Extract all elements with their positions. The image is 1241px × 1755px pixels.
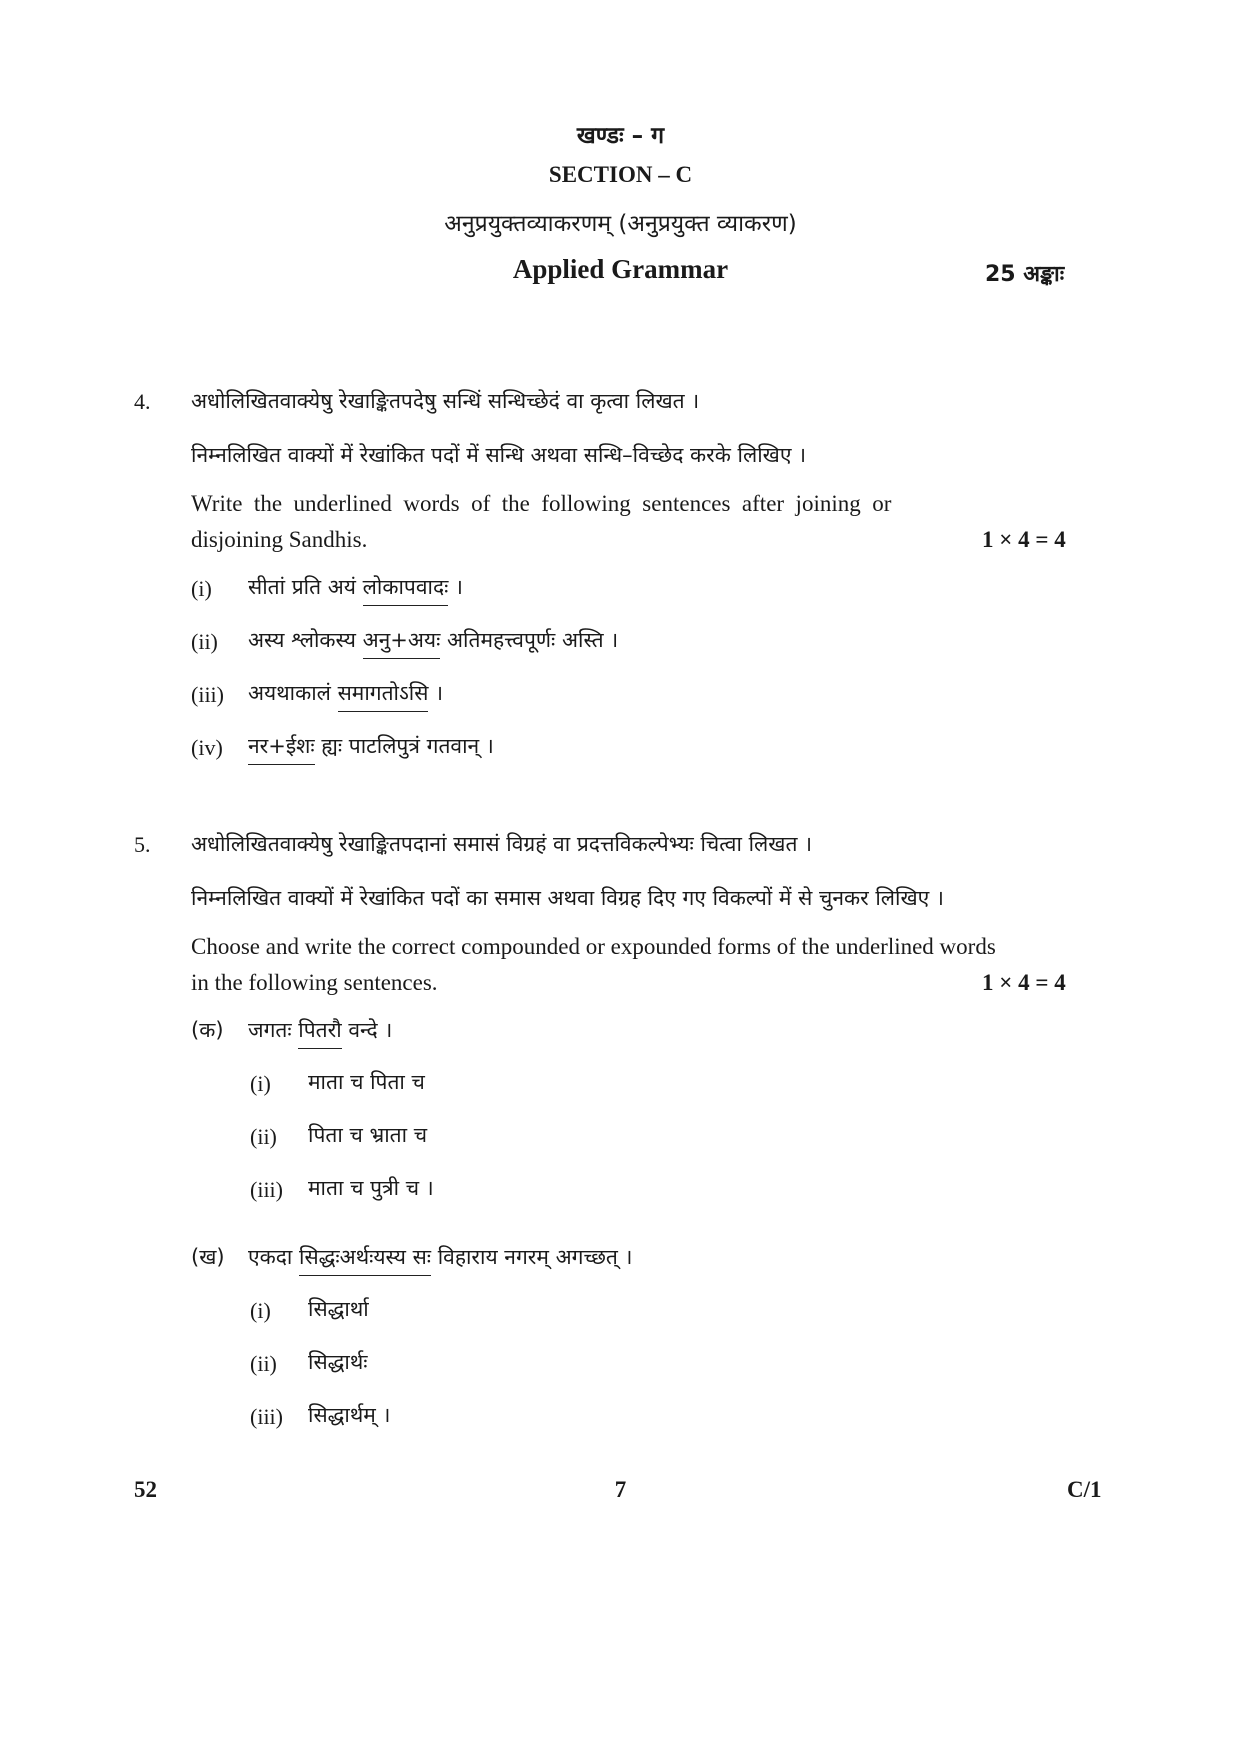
underlined-word: सिद्धःअर्थःयस्य सः (299, 1245, 431, 1276)
option-label: (iii) (250, 1177, 283, 1202)
footer-set: C/1 (1067, 1477, 1102, 1502)
option-text: सिद्धार्थम् । (308, 1403, 391, 1427)
q4-instruction-english-line1: Write the underlined words of the following sentences after joining or (191, 491, 892, 516)
option-text: माता च पिता च (308, 1070, 425, 1094)
q5-instruction-hindi: निम्नलिखित वाक्यों में रेखांकित पदों का समास अथवा विग्रह दिए गए विकल्पों में से चुनकर लिखिए । (191, 886, 944, 910)
option-label: (iii) (250, 1404, 283, 1429)
section-subtitle: अनुप्रयुक्तव्याकरणम् (अनुप्रयुक्त व्याकरण) (444, 211, 797, 237)
q4-marks: 1 × 4 = 4 (982, 527, 1066, 552)
sentence-text: अतिमहत्त्वपूर्णः अस्ति । (440, 628, 619, 652)
q4-instruction-sanskrit: अधोलिखितवाक्येषु रेखाङ्कितपदेषु सन्धिं सन्धिच्छेदं वा कृत्वा लिखत । (191, 389, 700, 413)
sentence-text: । (448, 575, 463, 599)
section-heading: SECTION – C (548, 162, 693, 187)
q4-instruction-hindi: निम्नलिखित वाक्यों में रेखांकित पदों में सन्धि अथवा सन्धि–विच्छेद करके लिखिए । (191, 443, 807, 467)
option-label: (ii) (250, 1124, 277, 1149)
footer-code: 52 (134, 1477, 157, 1502)
option-label: (ii) (250, 1351, 277, 1376)
question-number-5: 5. (134, 832, 151, 857)
item-label: (ii) (191, 629, 218, 654)
item-label: (i) (191, 576, 212, 601)
underlined-word: लोकापवादः (363, 575, 449, 606)
option-text: माता च पुत्री च । (308, 1176, 434, 1200)
khand-heading: खण्डः – ग (576, 123, 665, 149)
option-text: पिता च भ्राता च (308, 1123, 428, 1147)
page-number: 7 (614, 1477, 627, 1502)
subquestion-label: (ख) (191, 1245, 225, 1269)
sentence-text: अस्य श्लोकस्य (248, 628, 363, 652)
q4-instruction-english-line2: disjoining Sandhis. (191, 527, 368, 552)
sentence-text: एकदा (248, 1245, 300, 1269)
underlined-word: नर+ईशः (248, 734, 315, 765)
q5-instruction-sanskrit: अधोलिखितवाक्येषु रेखाङ्कितपदानां समासं विग्रहं वा प्रदत्तविकल्पेभ्यः चित्वा लिखत । (191, 832, 813, 856)
sentence-text: ह्यः पाटलिपुत्रं गतवान् । (314, 734, 494, 758)
sentence-text: । (428, 681, 444, 705)
item-label: (iii) (191, 682, 224, 707)
option-text: सिद्धार्था (308, 1297, 369, 1321)
sentence-text: अयथाकालं (248, 681, 338, 705)
option-label: (i) (250, 1298, 271, 1323)
underlined-word: पितरौ (298, 1018, 341, 1049)
q5-instruction-english-line1: Choose and write the correct compounded or expounded forms of the underlined words (191, 934, 996, 959)
q5-marks: 1 × 4 = 4 (982, 970, 1066, 995)
option-text: सिद्धार्थः (308, 1350, 368, 1374)
question-number-4: 4. (134, 389, 151, 414)
option-label: (i) (250, 1071, 271, 1096)
sentence-text: वन्दे । (341, 1018, 393, 1042)
subquestion-label: (क) (191, 1018, 224, 1042)
sentence-text: सीतां प्रति अयं (248, 575, 363, 599)
total-marks: 25 अङ्काः (985, 262, 1065, 287)
q5-instruction-english-line2: in the following sentences. (191, 970, 438, 995)
sentence-text: विहाराय नगरम् अगच्छत् । (431, 1245, 633, 1269)
item-label: (iv) (191, 735, 223, 760)
page-title: Applied Grammar (512, 254, 729, 284)
underlined-word: अनु+अयः (363, 628, 441, 659)
underlined-word: समागतोऽसि (338, 681, 429, 712)
sentence-text: जगतः (248, 1018, 299, 1042)
